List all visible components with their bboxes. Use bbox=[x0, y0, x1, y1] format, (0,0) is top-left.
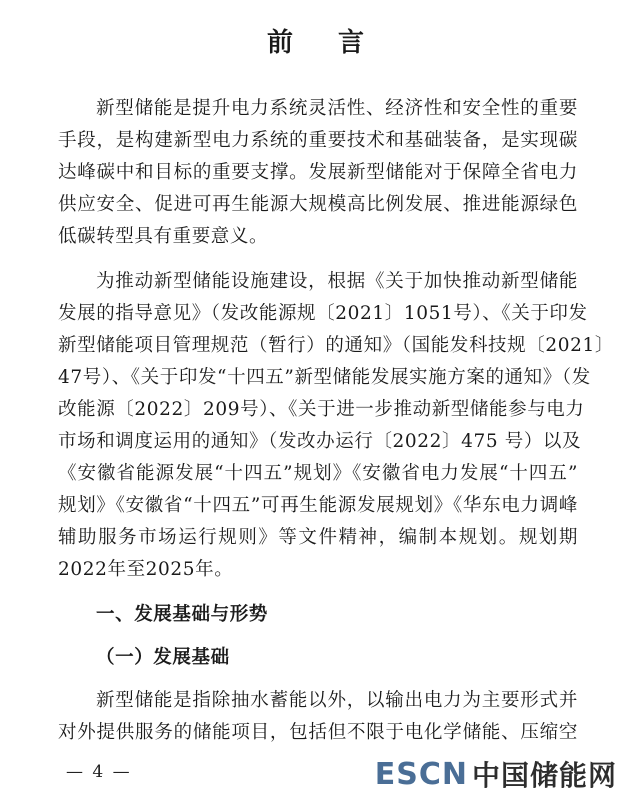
watermark-name: 中国储能网 bbox=[471, 759, 617, 792]
watermark-logo bbox=[375, 756, 617, 792]
paragraph-line: 对外提供服务的储能项目，包括但不限于电化学储能、压缩空 bbox=[58, 722, 578, 743]
paragraph-line: 市场和调度运用的通知》（发改办运行〔2022〕475 号）以及 bbox=[58, 431, 582, 452]
paragraph-line: 《安徽省能源发展“十四五”规划》《安徽省电力发展“十四五” bbox=[58, 463, 578, 484]
paragraph-line: 供应安全、促进可再生能源大规模高比例发展、推进能源绿色 bbox=[58, 194, 578, 215]
paragraph-line: 新型储能是指除抽水蓄能以外，以输出电力为主要形式并 bbox=[96, 690, 578, 711]
paragraph-line: 为推动新型储能设施建设，根据《关于加快推动新型储能 bbox=[96, 271, 578, 292]
paragraph-line: 改能源〔2022〕209号）、《关于进一步推动新型储能参与电力 bbox=[58, 399, 585, 420]
paragraph-line: 手段，是构建新型电力系统的重要技术和基础装备，是实现碳 bbox=[58, 130, 578, 151]
watermark-brand: ESCN bbox=[374, 756, 468, 792]
paragraph-line: 低碳转型具有重要意义。 bbox=[58, 226, 269, 247]
paragraph-line: 发展的指导意见》（发改能源规〔2021〕1051号）、《关于印发 bbox=[58, 303, 588, 324]
paragraph-line: 47号）、《关于印发“十四五”新型储能发展实施方案的通知》（发 bbox=[58, 367, 591, 388]
page-title: 前 言 bbox=[266, 28, 383, 58]
subsection-heading: （一）发展基础 bbox=[96, 647, 230, 668]
paragraph-line: 2022年至2025年。 bbox=[58, 559, 234, 580]
section-heading: 一、发展基础与形势 bbox=[96, 604, 268, 625]
page-number: — 4 — bbox=[66, 762, 132, 782]
paragraph-line: 新型储能是提升电力系统灵活性、经济性和安全性的重要 bbox=[96, 98, 578, 119]
paragraph-line: 新型储能项目管理规范（暂行）的通知》（国能发科技规〔2021〕 bbox=[58, 335, 614, 356]
paragraph-line: 达峰碳中和目标的重要支撑。发展新型储能对于保障全省电力 bbox=[58, 162, 578, 183]
paragraph-line: 规划》《安徽省“十四五”可再生能源发展规划》《华东电力调峰 bbox=[58, 495, 578, 516]
paragraph-line: 辅助服务市场运行规则》等文件精神，编制本规划。规划期 bbox=[58, 527, 578, 548]
